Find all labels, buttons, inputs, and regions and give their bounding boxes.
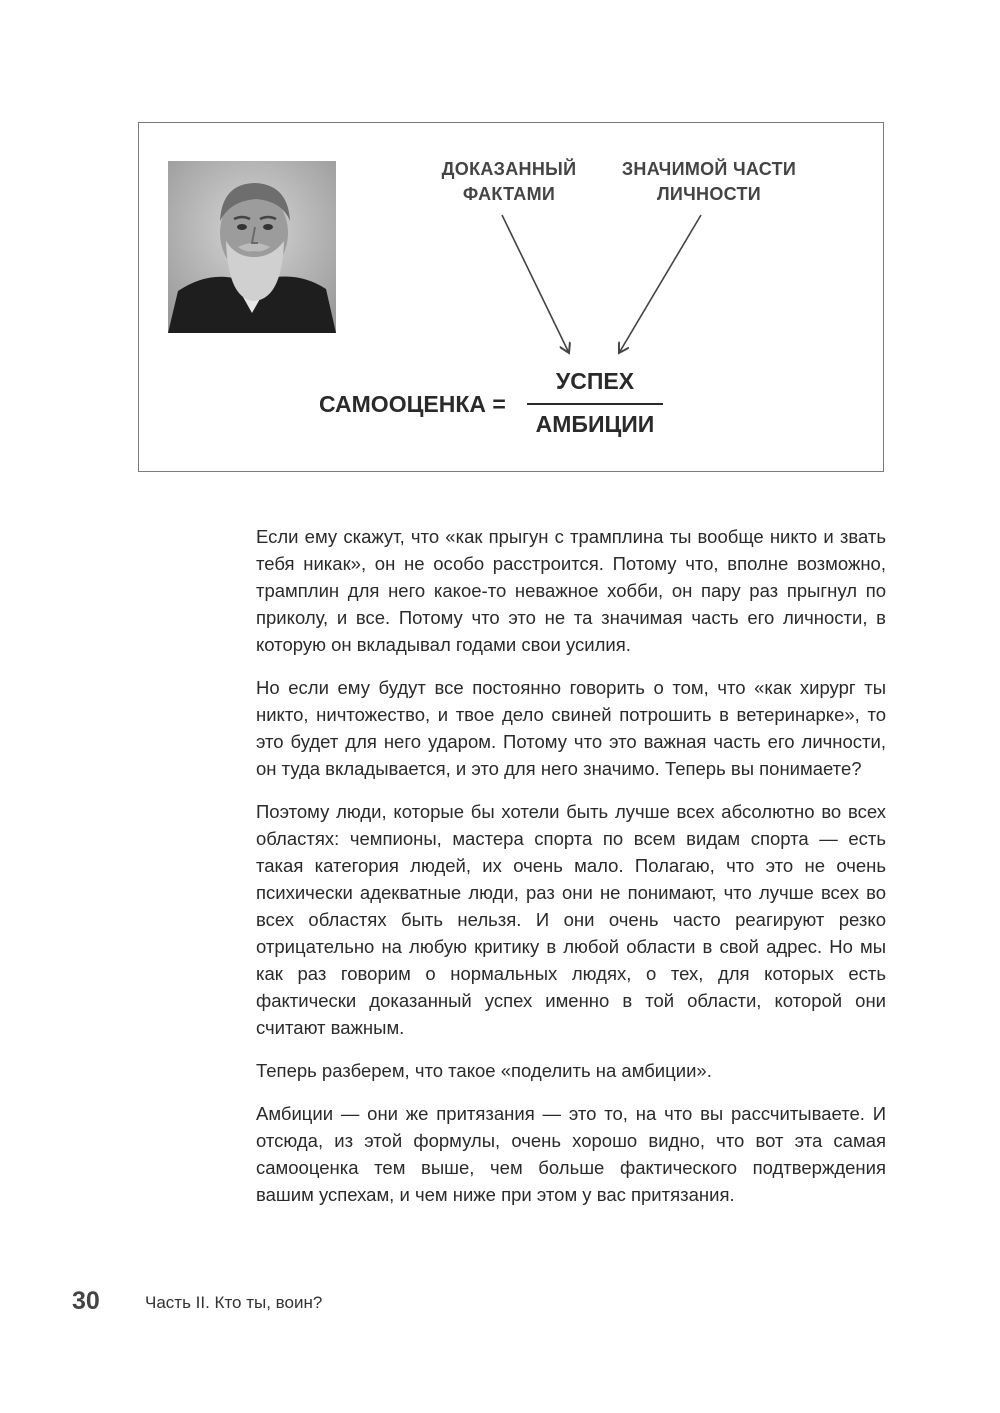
formula-numerator: УСПЕХ (555, 368, 635, 394)
formula-figure (138, 122, 884, 472)
label-significant-part: ЗНАЧИМОЙ ЧАСТИ ЛИЧНОСТИ (621, 159, 797, 204)
paragraph: Но если ему будут все постоянно говорить о том, что «как хирург ты никто, ничтожество, и твое дело свиней потрошить в ветеринарке», то это будет для него ударом. Потому что это важная часть его личности, он туда вкладывается, и это для него значимо. Теперь вы понимаете? (256, 677, 886, 779)
paragraph: Поэтому люди, которые бы хотели быть лучше всех абсолютно во всех областях: чемпионы, мастера спорта по всем видам спорта — есть такая категория людей, их очень мало. Полагаю, что это не очень психически адекватные люди, раз они не понимают, что лучше всех во всех областях быть нельзя. И они очень часто реагируют резко отрицательно на любую критику в любой области в свой адрес. Но мы как раз говорим о нормальных людях, о тех, для которых есть фактически доказанный успех именно в той области, которой они считают важным. (256, 801, 886, 1038)
formula-denominator: АМБИЦИИ (535, 411, 655, 437)
arrows-diagram (139, 123, 885, 473)
arrow-left (502, 215, 569, 353)
fraction-line (527, 403, 663, 405)
arrow-right (619, 215, 701, 353)
paragraph: Амбиции — они же притязания — это то, на что вы рассчитываете. И отсюда, из этой формулы, очень хорошо видно, что вот эта самая самооценка тем выше, чем больше фактического подтверждения вашим успехам, и чем ниже при этом у вас притязания. (256, 1103, 886, 1205)
chapter-title: Часть II. Кто ты, воин? (145, 1293, 323, 1312)
label-proven-by-facts: ДОКАЗАННЫЙ ФАКТАМИ (441, 159, 577, 204)
formula-self-esteem: САМООЦЕНКА = (319, 391, 506, 417)
page-number: 30 (72, 1287, 100, 1315)
paragraph: Если ему скажут, что «как прыгун с трамплина ты вообще никто и звать тебя никак», он не особо расстроится. Потому что, вполне возможно, трамплин для него какое-то неважное хобби, он пару раз прыгнул по приколу, и все. Потому что это не та значимая часть его личности, в которую он вкладывал годами свои усилия. (256, 526, 886, 655)
body-text (256, 523, 886, 1224)
paragraph: Теперь разберем, что такое «поделить на амбиции». (256, 1060, 712, 1081)
